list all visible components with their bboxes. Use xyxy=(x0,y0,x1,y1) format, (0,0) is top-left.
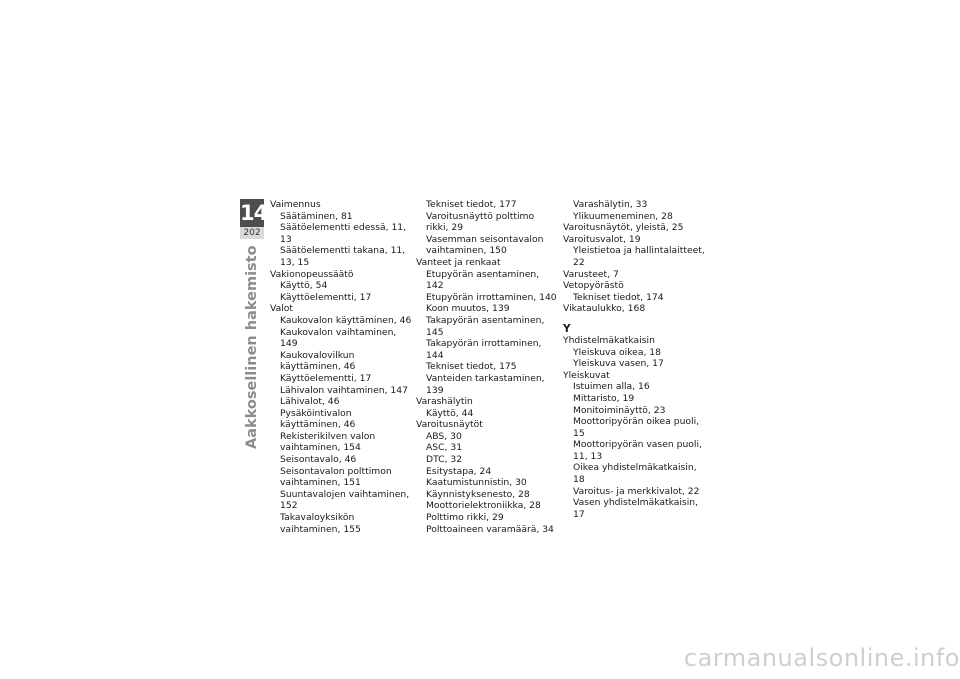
index-subentry: Tekniset tiedot, 177 xyxy=(426,199,517,210)
index-subentry: Moottoripyörän vasen puoli, 11, 13 xyxy=(573,439,702,462)
chapter-marker xyxy=(240,199,268,240)
index-subentry: Kaukovalon vaihtaminen, 149 xyxy=(280,326,397,350)
index-column-2 xyxy=(416,199,558,535)
index-subentry: Takapyörän irrottaminen, 144 xyxy=(426,338,542,361)
index-subentry: DTC, 32 xyxy=(426,454,463,466)
index-entry: Vetopyörästö xyxy=(563,280,624,292)
index-subentry: Suuntavalojen vaihtaminen, 152 xyxy=(280,488,410,512)
index-subentry: Kaatumistunnistin, 30 xyxy=(426,477,527,489)
index-subentry: Moottoripyörän oikea puoli, 15 xyxy=(573,416,700,439)
index-subentry: Seisontavalo, 46 xyxy=(280,454,357,466)
index-subentry: Käynnistyksenesto, 28 xyxy=(426,488,530,500)
index-subentry: Lähivalon vaihtaminen, 147 xyxy=(280,384,408,396)
index-subentry: Käyttö, 54 xyxy=(280,280,328,292)
index-subentry: Kaukovalovilkun käyttäminen, 46 xyxy=(280,349,356,373)
index-entry: Vanteet ja renkaat xyxy=(416,256,501,268)
index-subentry: Säätöelementti edessä, 11, 13 xyxy=(280,222,407,245)
index-entry: Vikataulukko, 168 xyxy=(563,303,646,315)
index-subentry: Lähivalot, 46 xyxy=(280,396,340,408)
index-subentry: Polttimo rikki, 29 xyxy=(426,512,504,524)
index-subentry: Koon muutos, 139 xyxy=(426,303,510,315)
index-subentry: Mittaristo, 19 xyxy=(573,392,635,404)
index-subentry: Säätöelementti takana, 11, 13, 15 xyxy=(280,245,406,268)
index-subentry: Käyttöelementti, 17 xyxy=(280,372,372,384)
index-subentry: Etupyörän irrottaminen, 140 xyxy=(426,291,557,303)
index-subentry: Yleiskuva vasen, 17 xyxy=(573,358,664,370)
chapter-number: 14 xyxy=(240,201,268,225)
index-subentry: Polttoaineen varamäärä, 34 xyxy=(426,523,554,535)
section-side-title: Aakkosellinen hakemisto xyxy=(244,245,260,449)
index-entry: Varusteet, 7 xyxy=(563,268,619,280)
index-entry: Vakionopeussäätö xyxy=(270,268,354,280)
index-subentry: Tekniset tiedot, 175 xyxy=(426,361,517,373)
index-subentry: Yleiskuva oikea, 18 xyxy=(573,346,661,358)
index-subentry: Takapyörän asentaminen, 145 xyxy=(426,314,545,338)
index-subentry: Kaukovalon käyttäminen, 46 xyxy=(280,314,412,326)
index-subentry: Säätäminen, 81 xyxy=(280,210,353,222)
index-subentry: Vasen yhdistelmäkatkaisin, 17 xyxy=(573,497,699,520)
index-letter-heading: Y xyxy=(563,322,571,335)
index-subentry: Moottorielektroniikka, 28 xyxy=(426,500,541,512)
index-subentry: Varoitus- ja merkkivalot, 22 xyxy=(573,485,700,497)
index-subentry: Seisontavalon polttimon vaihtaminen, 151 xyxy=(280,465,392,489)
index-subentry: Rekisterikilven valon vaihtaminen, 154 xyxy=(280,430,376,454)
index-subentry: Yleistietoa ja hallintalaitteet, 22 xyxy=(573,245,705,268)
index-subentry: Etupyörän asentaminen, 142 xyxy=(426,268,540,292)
index-column-1 xyxy=(270,199,412,535)
index-subentry: Varoitusnäyttö polttimo rikki, 29 xyxy=(426,210,535,234)
index-entry: Varoitusvalot, 19 xyxy=(563,233,641,245)
index-entry: Varashälytin xyxy=(416,396,473,408)
index-subentry: Monitoiminäyttö, 23 xyxy=(573,404,666,416)
index-entry: Vaimennus xyxy=(270,199,321,210)
page-number: 202 xyxy=(240,227,264,239)
index-subentry: Varashälytin, 33 xyxy=(573,199,648,210)
index-entry: Yleiskuvat xyxy=(563,369,610,381)
watermark: carmanualsonline.info xyxy=(683,644,960,672)
index-entry: Yhdistelmäkatkaisin xyxy=(563,334,655,346)
index-subentry: ABS, 30 xyxy=(426,430,462,442)
index-subentry: Tekniset tiedot, 174 xyxy=(573,291,664,303)
index-entry: Varoitusnäytöt xyxy=(416,419,483,431)
index-column-3 xyxy=(563,199,705,520)
index-subentry: Käyttö, 44 xyxy=(426,407,474,419)
index-subentry: Esitystapa, 24 xyxy=(426,465,492,477)
index-subentry: Vanteiden tarkastaminen, 139 xyxy=(426,372,545,396)
index-subentry: Istuimen alla, 16 xyxy=(573,381,650,393)
index-subentry: Takavaloyksikön vaihtaminen, 155 xyxy=(280,512,361,535)
index-subentry: ASC, 31 xyxy=(426,442,463,454)
index-subentry: Käyttöelementti, 17 xyxy=(280,291,372,303)
index-subentry: Vasemman seisontavalon vaihtaminen, 150 xyxy=(426,233,544,257)
index-entry: Varoitusnäytöt, yleistä, 25 xyxy=(563,222,684,234)
index-entry: Valot xyxy=(270,303,293,315)
index-subentry: Ylikuumeneminen, 28 xyxy=(573,210,673,222)
index-subentry: Oikea yhdistelmäkatkaisin, 18 xyxy=(573,462,697,486)
index-subentry: Pysäköintivalon käyttäminen, 46 xyxy=(280,407,356,431)
